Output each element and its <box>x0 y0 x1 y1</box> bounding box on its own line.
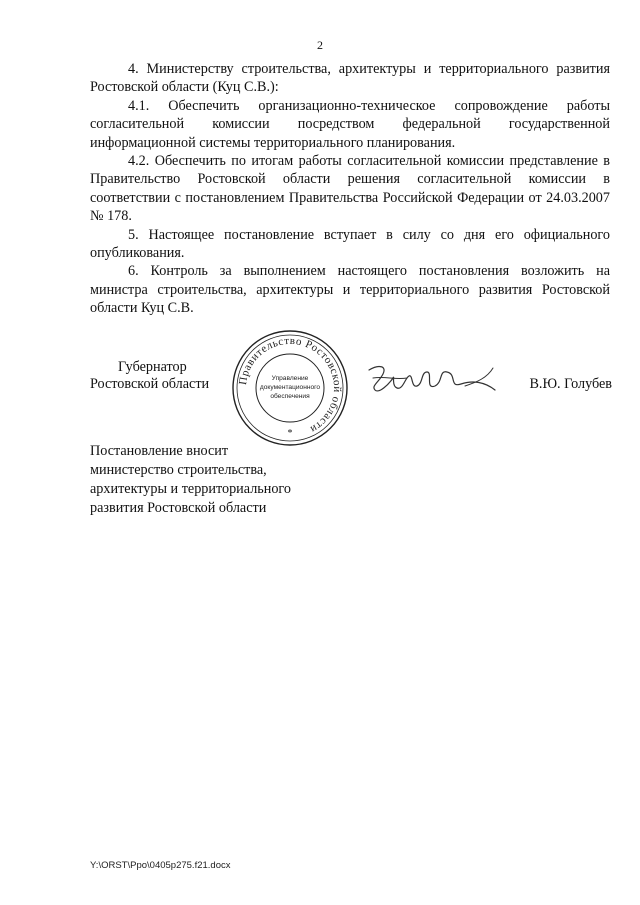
seal-inner-line-1: Управление <box>271 375 309 382</box>
submitted-by-line-1: Постановление вносит <box>90 443 229 459</box>
submitted-by-line-3: архитектуры и территориального <box>90 481 291 497</box>
signer-name: В.Ю. Голубев <box>529 376 612 392</box>
official-seal <box>230 328 350 448</box>
paragraph-4-1: 4.1. Обеспечить организационно-техническое сопровождение работы согласительной комиссии посредством федеральной государственной информационной системы территориального планирования. <box>90 97 610 151</box>
handwritten-signature <box>365 360 500 400</box>
paragraph-6: 6. Контроль за выполнением настоящего постановления возложить на министра строительства, архитектуры и территориального развития Ростовской области Куц С.В. <box>90 263 610 317</box>
submitted-by-line-4: развития Ростовской области <box>90 500 267 516</box>
document-body <box>90 60 610 318</box>
footer-file-path: Y:\ORST\Ppo\0405p275.f21.docx <box>90 860 231 871</box>
seal-inner-line-3: обеспечения <box>270 393 310 400</box>
submitted-by-block <box>90 442 350 518</box>
paragraph-4-2: 4.2. Обеспечить по итогам работы согласительной комиссии представление в Правительство Ростовской области решения согласительной комиссии в соответствии с постановлением Правительства Российской Федерации от 24.03.2007 № 178. <box>90 153 610 225</box>
governor-region: Ростовской области <box>90 376 210 392</box>
page-number: 2 <box>317 38 323 52</box>
seal-outer-text: Правительство Ростовской области <box>236 334 344 436</box>
paragraph-5: 5. Настоящее постановление вступает в силу со дня его официального опубликования. <box>90 226 610 262</box>
seal-inner-line-2: документационного <box>259 384 321 391</box>
paragraph-4: 4. Министерству строительства, архитектуры и территориального развития Ростовской области (Куц С.В.): <box>90 61 610 96</box>
submitted-by-line-2: министерство строительства, <box>90 462 267 478</box>
governor-title: Губернатор <box>118 359 187 375</box>
seal-star: * <box>287 428 293 439</box>
